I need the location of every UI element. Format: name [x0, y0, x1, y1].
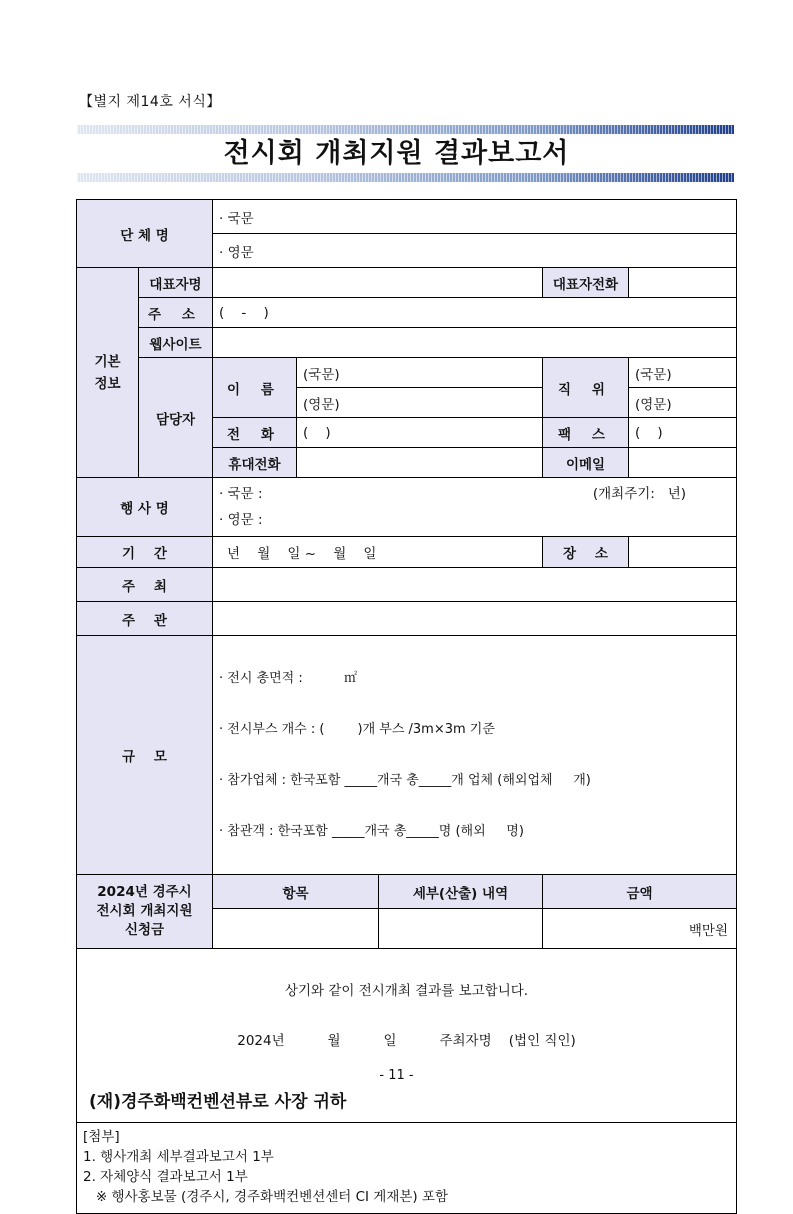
attachment-note: ※ 행사홍보물 (경주시, 경주화백컨벤션센터 CI 게재본) 포함	[83, 1189, 449, 1205]
ceo-phone-label: 대표자전화	[543, 268, 629, 298]
attachments-title: [첨부]	[83, 1129, 120, 1145]
addressee: (재)경주화백컨벤션뷰로 사장 귀하	[89, 1092, 347, 1112]
fax-field[interactable]: ( )	[629, 418, 737, 448]
title-bar-bottom	[77, 173, 734, 182]
website-field[interactable]	[213, 328, 737, 358]
subsidy-amount-field[interactable]: 백만원	[543, 909, 737, 949]
position-korean-field[interactable]: (국문)	[629, 358, 737, 388]
subsidy-label-line2: 전시회 개최지원	[96, 903, 193, 919]
organizer-label: 주 관	[77, 602, 213, 636]
ceo-label: 대표자명	[139, 268, 213, 298]
org-label: 단 체 명	[77, 200, 213, 268]
subsidy-col-amount: 금액	[543, 875, 737, 909]
page-title: 전시회 개최지원 결과보고서	[223, 138, 570, 169]
scale-visitors[interactable]: · 참관객 : 한국포함 _____개국 총_____명 (해외 명)	[219, 824, 524, 839]
mobile-field[interactable]	[297, 448, 543, 478]
subsidy-label-line3: 신청금	[124, 922, 165, 938]
subsidy-label-line1: 2024년 경주시	[97, 884, 192, 900]
website-label: 웹사이트	[139, 328, 213, 358]
scale-booths[interactable]: · 전시부스 개수 : ( )개 부스 /3m×3m 기준	[219, 722, 495, 737]
page-number: - 11 -	[379, 1068, 414, 1083]
name-label: 이 름	[213, 358, 297, 418]
attachment-item: 1. 행사개최 세부결과보고서 1부	[83, 1149, 274, 1165]
host-label: 주 최	[77, 568, 213, 602]
venue-label: 장 소	[543, 537, 629, 568]
host-field[interactable]	[213, 568, 737, 602]
fax-label: 팩 스	[543, 418, 629, 448]
ceo-field[interactable]	[213, 268, 543, 298]
report-form-table	[76, 199, 737, 1214]
subsidy-detail-field[interactable]	[379, 909, 543, 949]
attachment-item: 2. 자체양식 결과보고서 1부	[83, 1169, 248, 1185]
subsidy-col-item: 항목	[213, 875, 379, 909]
email-label: 이메일	[543, 448, 629, 478]
email-field[interactable]	[629, 448, 737, 478]
contact-label: 담당자	[139, 358, 213, 478]
name-english-field[interactable]: (영문)	[297, 388, 543, 418]
scale-exhibitors[interactable]: · 참가업체 : 한국포함 _____개국 총_____개 업체 (해외업체 개)	[219, 773, 591, 788]
period-field[interactable]: 년 월 일 ~ 월 일	[213, 537, 543, 568]
basic-info-label: 기본 정보	[77, 268, 139, 478]
period-label: 기 간	[77, 537, 213, 568]
scale-area[interactable]: · 전시 총면적 : ㎡	[219, 671, 358, 686]
event-name-korean: · 국문 :	[219, 486, 263, 502]
ceo-phone-field[interactable]	[629, 268, 737, 298]
scale-label: 규 모	[77, 636, 213, 875]
position-english-field[interactable]: (영문)	[629, 388, 737, 418]
address-field[interactable]: ( - )	[213, 298, 737, 328]
org-english-field[interactable]: · 영문	[213, 234, 737, 268]
event-cycle: (개최주기: 년)	[592, 486, 687, 502]
phone-label: 전 화	[213, 418, 297, 448]
org-korean-field[interactable]: · 국문	[213, 200, 737, 234]
title-bar-top	[77, 125, 734, 134]
event-name-label: 행 사 명	[77, 478, 213, 537]
subsidy-item-field[interactable]	[213, 909, 379, 949]
form-label: 【별지 제14호 서식】	[79, 94, 221, 110]
name-korean-field[interactable]: (국문)	[297, 358, 543, 388]
declaration-text: 상기와 같이 전시개최 결과를 보고합니다.	[284, 983, 529, 999]
subsidy-col-detail: 세부(산출) 내역	[379, 875, 543, 909]
mobile-label: 휴대전화	[213, 448, 297, 478]
venue-field[interactable]	[629, 537, 737, 568]
event-name-korean-row[interactable]	[219, 481, 730, 507]
signature-line: 2024년 월 일 주최자명 (법인 직인)	[237, 1033, 576, 1049]
event-name-english[interactable]: · 영문 :	[219, 512, 263, 528]
organizer-field[interactable]	[213, 602, 737, 636]
phone-field[interactable]: ( )	[297, 418, 543, 448]
position-label: 직 위	[543, 358, 629, 418]
address-label: 주 소	[139, 298, 213, 328]
